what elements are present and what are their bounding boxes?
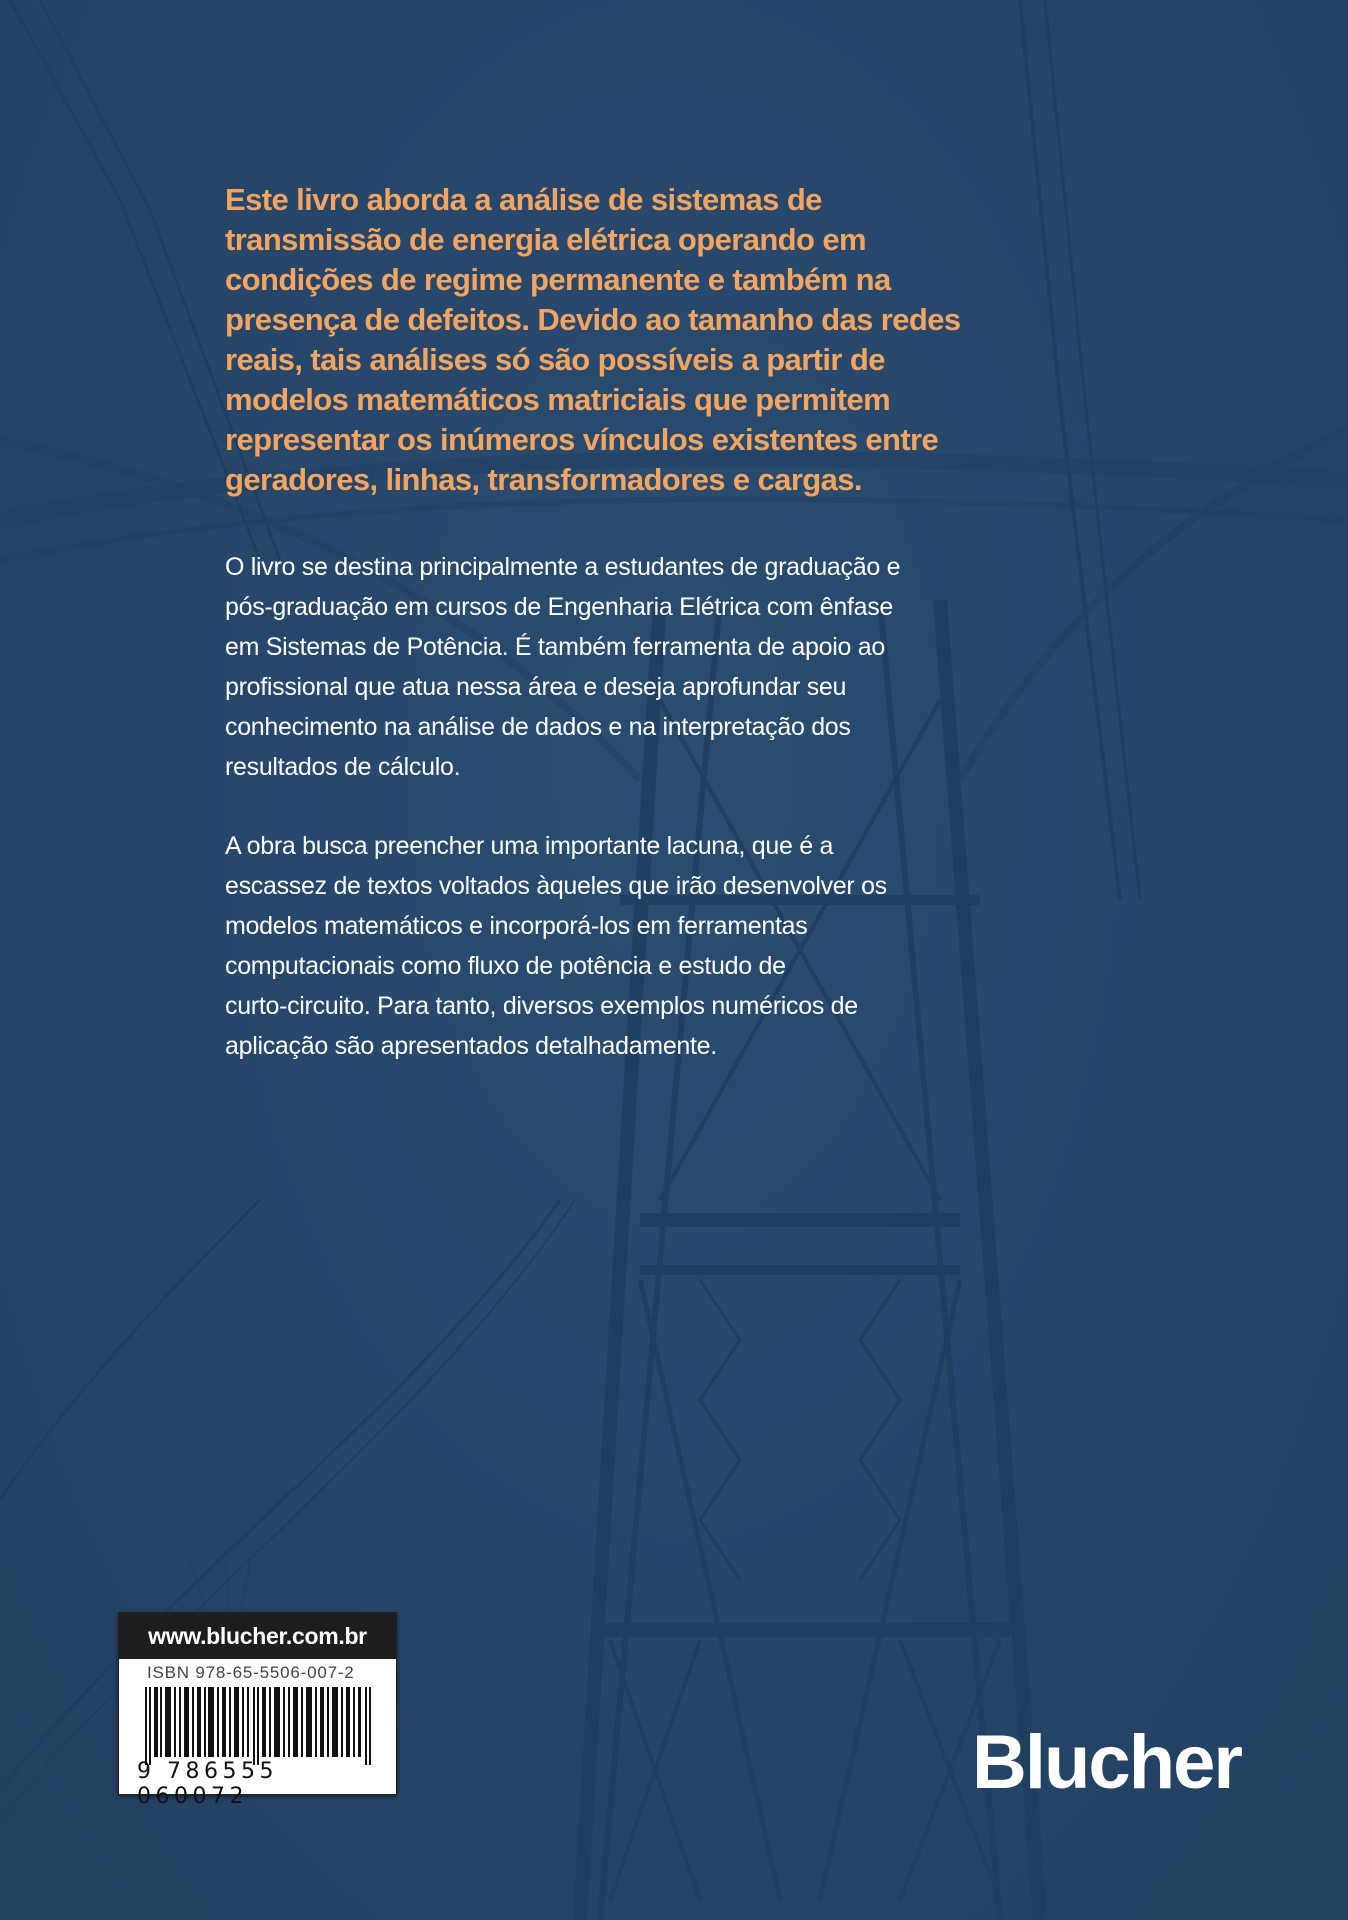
lead-line: reais, tais análises só são possíveis a partir de — [225, 342, 885, 377]
barcode-icon — [145, 1687, 373, 1765]
lead-line: condições de regime permanente e também na — [225, 262, 891, 297]
publisher-logo: Blucher — [972, 1720, 1241, 1805]
lead-paragraph — [225, 180, 1025, 500]
paragraph-line: pós-graduação em cursos de Engenharia Elétrica com ênfase — [225, 593, 894, 621]
barcode-digits: 9 786555 060072 — [137, 1759, 278, 1809]
lead-line: presença de defeitos. Devido ao tamanho das redes — [225, 302, 961, 337]
paragraph-line: em Sistemas de Potência. É também ferramenta de apoio ao — [225, 633, 885, 661]
lead-line: transmissão de energia elétrica operando em — [225, 222, 866, 257]
cover-text-block — [225, 180, 1025, 500]
paragraph-line: computacionais como fluxo de potência e estudo de — [225, 952, 786, 980]
paragraph-line: modelos matemáticos e incorporá-los em ferramentas — [225, 912, 808, 940]
description-paragraph-purpose — [225, 826, 887, 1066]
publisher-website: www.blucher.com.br — [119, 1613, 396, 1659]
paragraph-line: aplicação são apresentados detalhadamente. — [225, 1032, 717, 1060]
paragraph-line: resultados de cálculo. — [225, 753, 461, 781]
lead-line: geradores, linhas, transformadores e cargas. — [225, 462, 862, 497]
isbn-barcode-box — [118, 1612, 397, 1809]
isbn-number: ISBN 978-65-5506-007-2 — [147, 1663, 355, 1682]
lead-line: representar os inúmeros vínculos existentes entre — [225, 422, 939, 457]
paragraph-line: escassez de textos voltados àqueles que irão desenvolver os — [225, 872, 887, 900]
paragraph-line: curto-circuito. Para tanto, diversos exemplos numéricos de — [225, 992, 858, 1020]
paragraph-line: conhecimento na análise de dados e na interpretação dos — [225, 713, 851, 741]
paragraph-line: O livro se destina principalmente a estudantes de graduação e — [225, 553, 901, 581]
paragraph-line: A obra busca preencher uma importante lacuna, que é a — [225, 832, 834, 860]
lead-line: Este livro aborda a análise de sistemas de — [225, 182, 822, 217]
description-paragraph-audience — [225, 547, 900, 787]
paragraph-line: profissional que atua nessa área e deseja aprofundar seu — [225, 673, 847, 701]
lead-line: modelos matemáticos matriciais que permitem — [225, 382, 891, 417]
